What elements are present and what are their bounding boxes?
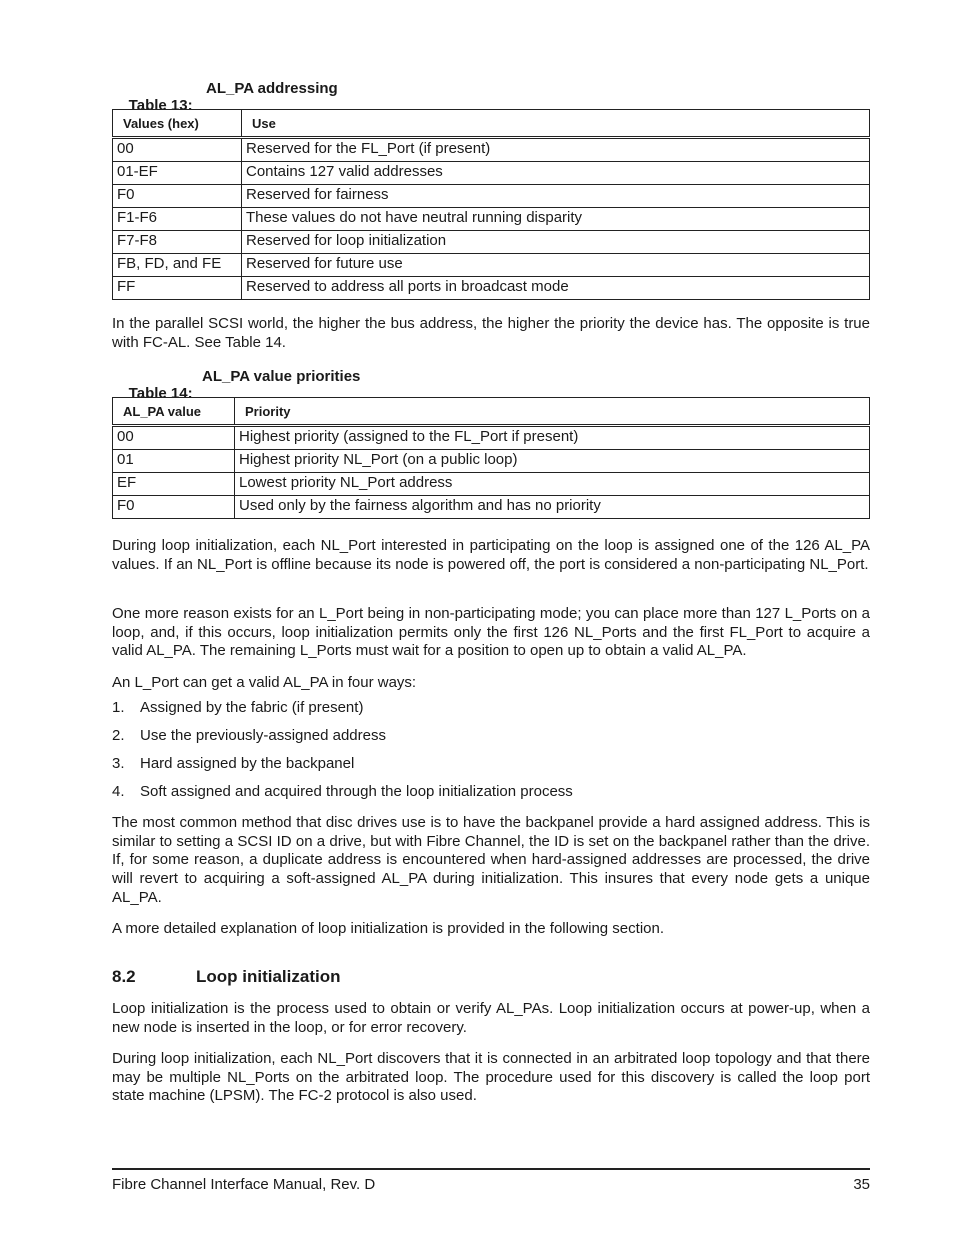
- paragraph-backpanel-method: The most common method that disc drives use is to have the backpanel provide a hard assigned address. This is similar to setting a SCSI ID on a drive, but with Fibre Channel, the ID is set on the backpanel rather than the drive. If, for some reason, a duplicate address is encountered when hard-assigned addresses are processed, the drive will revert to acquiring a soft-assigned AL_PA during initialization. This insures that every node gets a unique AL_PA.: [112, 814, 870, 906]
- list-item-number: 1.: [112, 699, 125, 716]
- list-item-text: Use the previously-assigned address: [140, 727, 386, 744]
- table-cell: These values do not have neutral running disparity: [242, 208, 870, 231]
- table-row: [113, 185, 870, 208]
- table-cell: 01: [113, 450, 235, 473]
- list-item: [112, 783, 573, 801]
- table-14-header-row: [113, 398, 870, 426]
- table-row: [113, 426, 870, 450]
- paragraph-four-ways: An L_Port can get a valid AL_PA in four ways:: [112, 674, 417, 691]
- list-item-number: 2.: [112, 727, 125, 744]
- table-row: [113, 450, 870, 473]
- table-cell: Lowest priority NL_Port address: [235, 473, 870, 496]
- paragraph-scsi-priority: In the parallel SCSI world, the higher the bus address, the higher the priority the device has. The opposite is true with FC-AL. See Table 14.: [112, 315, 870, 351]
- table-cell: Highest priority NL_Port (on a public loop): [235, 450, 870, 473]
- table-14-header-alpa: AL_PA value: [113, 398, 235, 426]
- table-13-header-use: Use: [242, 110, 870, 138]
- paragraph-non-participating: One more reason exists for an L_Port being in non-participating mode; you can place more than 127 L_Ports on a loop, and, if this occurs, loop initialization permits only the first 126 NL_Ports and the first FL_Port to acquire a valid AL_PA. The remaining L_Ports must wait for a position to open up to obtain a valid AL_PA.: [112, 605, 870, 660]
- table-cell: FB, FD, and FE: [113, 254, 242, 277]
- list-item-text: Hard assigned by the backpanel: [140, 755, 355, 772]
- list-item-text: Soft assigned and acquired through the loop initialization process: [140, 783, 573, 800]
- table-cell: F1-F6: [113, 208, 242, 231]
- table-row: [113, 473, 870, 496]
- list-item-number: 4.: [112, 783, 125, 800]
- table-cell: Used only by the fairness algorithm and has no priority: [235, 496, 870, 519]
- footer-manual-title: Fibre Channel Interface Manual, Rev. D: [112, 1176, 376, 1193]
- table-13-header-row: [113, 110, 870, 138]
- section-heading: [112, 967, 341, 987]
- table-13: [112, 109, 870, 300]
- table-cell: EF: [113, 473, 235, 496]
- table-13-number: Table 13:: [128, 97, 193, 114]
- list-item-text: Assigned by the fabric (if present): [140, 699, 364, 716]
- table-cell: F0: [113, 185, 242, 208]
- table-row: [113, 231, 870, 254]
- paragraph-following-section: A more detailed explanation of loop initialization is provided in the following section.: [112, 920, 665, 937]
- list-item: [112, 755, 354, 773]
- table-cell: 01-EF: [113, 162, 242, 185]
- table-14-header-priority: Priority: [235, 398, 870, 426]
- table-row: [113, 208, 870, 231]
- table-cell: FF: [113, 277, 242, 300]
- paragraph-loop-init-definition: Loop initialization is the process used to obtain or verify AL_PAs. Loop initialization occurs at power-up, when a new node is inserted in the loop, or for error recovery.: [112, 1000, 870, 1036]
- table-14-number: Table 14:: [128, 385, 193, 402]
- table-13-header-values: Values (hex): [113, 110, 242, 138]
- paragraph-loop-init-participation: During loop initialization, each NL_Port interested in participating on the loop is assigned one of the 126 AL_PA values. If an NL_Port is offline because its node is powered off, the port is considered a non-participating NL_Port.: [112, 537, 870, 573]
- table-13-title: AL_PA addressing: [206, 80, 338, 97]
- table-cell: Reserved for future use: [242, 254, 870, 277]
- table-cell: Reserved to address all ports in broadcast mode: [242, 277, 870, 300]
- table-14: [112, 397, 870, 519]
- list-item-number: 3.: [112, 755, 125, 772]
- list-item: [112, 727, 386, 745]
- footer-divider: [112, 1168, 870, 1170]
- paragraph-lpsm: During loop initialization, each NL_Port discovers that it is connected in an arbitrated loop topology and that there may be multiple NL_Ports on the arbitrated loop. The procedure used for this discovery is called the loop port state machine (LPSM). The FC-2 protocol is also used.: [112, 1050, 870, 1105]
- table-row: [113, 277, 870, 300]
- table-cell: 00: [113, 138, 242, 162]
- table-cell: 00: [113, 426, 235, 450]
- section-title: Loop initialization: [196, 967, 341, 986]
- table-cell: Reserved for the FL_Port (if present): [242, 138, 870, 162]
- table-row: [113, 254, 870, 277]
- table-14-title: AL_PA value priorities: [202, 368, 361, 385]
- table-cell: Highest priority (assigned to the FL_Port if present): [235, 426, 870, 450]
- table-cell: Reserved for fairness: [242, 185, 870, 208]
- table-row: [113, 162, 870, 185]
- table-row: [113, 138, 870, 162]
- footer-page-number: 35: [853, 1176, 870, 1193]
- table-row: [113, 496, 870, 519]
- section-number: 8.2: [112, 967, 136, 986]
- list-item: [112, 699, 363, 717]
- table-cell: Reserved for loop initialization: [242, 231, 870, 254]
- table-cell: F7-F8: [113, 231, 242, 254]
- table-cell: Contains 127 valid addresses: [242, 162, 870, 185]
- table-cell: F0: [113, 496, 235, 519]
